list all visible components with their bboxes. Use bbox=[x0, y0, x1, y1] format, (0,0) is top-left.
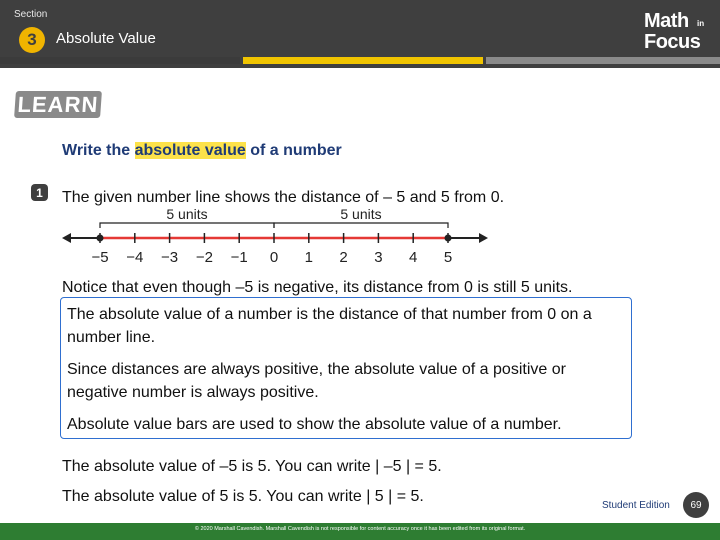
tick-label: 5 bbox=[443, 249, 453, 266]
tick-label: −3 bbox=[161, 249, 179, 266]
point-negative-five bbox=[97, 235, 104, 242]
logo-in-text: in bbox=[697, 19, 705, 28]
tick-label: 0 bbox=[269, 249, 279, 266]
bar-segment-yellow bbox=[243, 57, 483, 64]
right-distance-bracket bbox=[274, 223, 448, 228]
section-label: Section bbox=[14, 9, 48, 20]
section-title: Absolute Value bbox=[56, 30, 156, 47]
bar-segment-dark bbox=[0, 57, 240, 64]
header-color-bar bbox=[0, 57, 720, 68]
bar-segment-gray bbox=[486, 57, 720, 64]
subtitle-highlight: absolute value bbox=[134, 142, 246, 159]
subtitle-suffix: of a number bbox=[245, 142, 342, 159]
number-line-diagram bbox=[62, 206, 488, 266]
logo-math-text: Math bbox=[644, 10, 689, 32]
subtitle-prefix: Write the bbox=[62, 142, 135, 159]
tick-label: −5 bbox=[91, 249, 109, 266]
left-arrow-icon bbox=[62, 233, 71, 243]
copyright-text: © 2020 Marshall Cavendish. Marshall Cavendish is not responsible for content accuracy once it has been edited from its original format. bbox=[194, 526, 526, 532]
page-number-badge: 69 bbox=[683, 492, 709, 518]
right-arrow-icon bbox=[479, 233, 488, 243]
section-number-badge: 3 bbox=[19, 27, 45, 53]
logo-focus-text: Focus bbox=[644, 31, 701, 53]
point-positive-five bbox=[445, 235, 452, 242]
tick-label: 2 bbox=[339, 249, 348, 266]
notice-text: Notice that even though –5 is negative, its distance from 0 is still 5 units. bbox=[62, 279, 573, 296]
example-1: The absolute value of –5 is 5. You can write | –5 | = 5. bbox=[62, 458, 442, 475]
student-edition-label: Student Edition bbox=[602, 500, 670, 511]
definition-box bbox=[60, 297, 632, 439]
definition-paragraph-2: Since distances are always positive, the absolute value of a positive or negative number is always positive. bbox=[67, 361, 566, 401]
step-number-badge: 1 bbox=[31, 184, 48, 201]
left-distance-bracket bbox=[100, 223, 274, 228]
tick-label: −2 bbox=[195, 249, 213, 266]
example-2: The absolute value of 5 is 5. You can write | 5 | = 5. bbox=[62, 488, 424, 505]
definition-paragraph-3: Absolute value bars are used to show the absolute value of a number. bbox=[67, 416, 562, 433]
right-distance-label: 5 units bbox=[340, 206, 382, 222]
learn-badge: LEARN bbox=[14, 91, 102, 118]
footer-bar bbox=[0, 523, 720, 540]
step-text: The given number line shows the distance of – 5 and 5 from 0. bbox=[62, 189, 505, 206]
header bbox=[0, 0, 720, 68]
tick-label: 4 bbox=[409, 249, 418, 266]
tick-label: 3 bbox=[374, 249, 383, 266]
tick-label: −4 bbox=[126, 249, 144, 266]
math-in-focus-logo bbox=[640, 10, 712, 54]
tick-label: −1 bbox=[230, 249, 248, 266]
tick-label: 1 bbox=[304, 249, 313, 266]
definition-paragraph-1: The absolute value of a number is the distance of that number from 0 on a number line. bbox=[67, 306, 592, 346]
lesson-subtitle bbox=[62, 142, 342, 160]
number-line bbox=[60, 204, 490, 270]
left-distance-label: 5 units bbox=[166, 206, 208, 222]
